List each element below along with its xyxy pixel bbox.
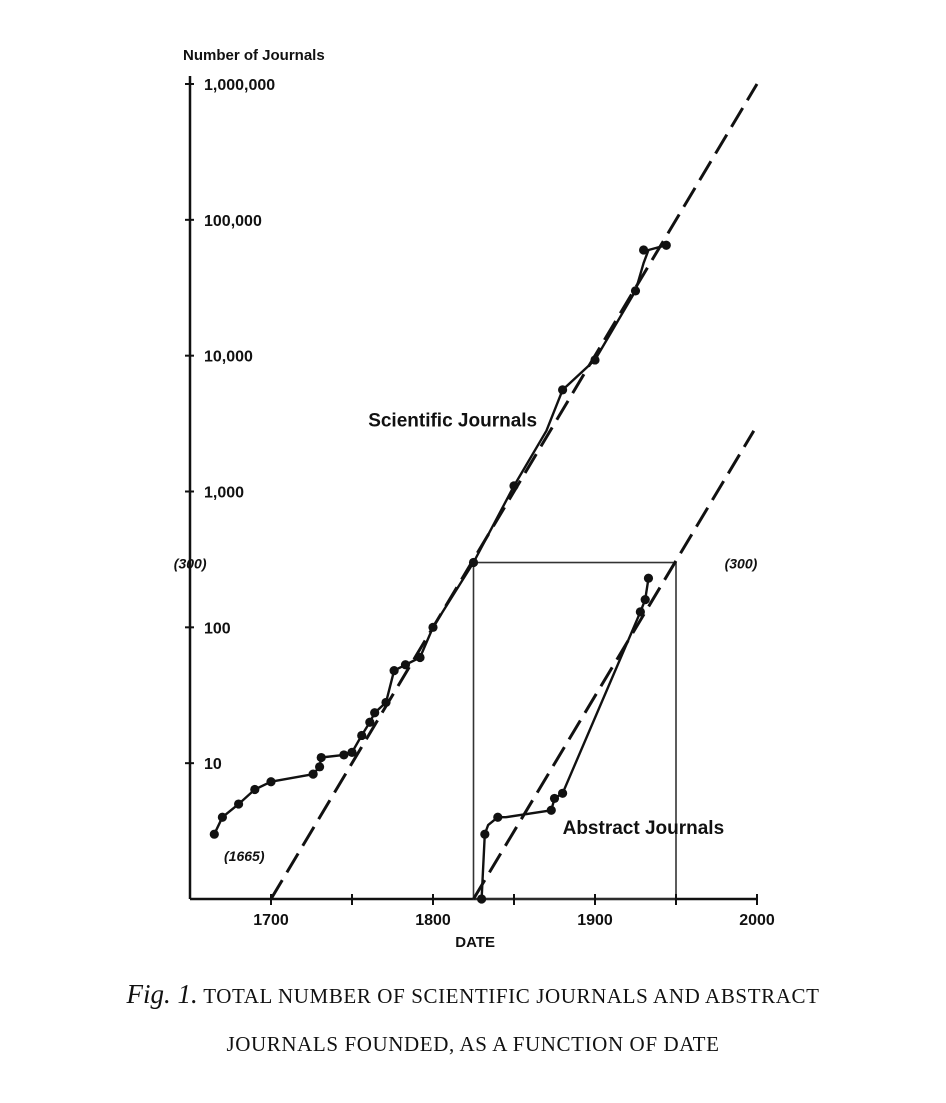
data-point (547, 806, 556, 815)
data-point (641, 595, 650, 604)
data-point (558, 789, 567, 798)
series-line-2 (482, 578, 649, 899)
data-point (339, 750, 348, 759)
x-tick-label: 1700 (253, 912, 289, 929)
data-point (365, 718, 374, 727)
x-tick-label: 1900 (577, 912, 613, 929)
data-point (315, 762, 324, 771)
x-axis-title: DATE (455, 934, 495, 951)
data-point (469, 558, 478, 567)
data-point (636, 607, 645, 616)
data-point (347, 748, 356, 757)
data-point (477, 894, 486, 903)
data-point (639, 245, 648, 254)
data-point (218, 813, 227, 822)
caption-text-1: TOTAL NUMBER OF SCIENTIFIC JOURNALS AND ABSTRACT (203, 984, 820, 1008)
series-line-0 (214, 245, 666, 834)
data-point (381, 698, 390, 707)
caption-line-2 (0, 1020, 946, 1068)
data-point (493, 813, 502, 822)
annotation-label: (300) (173, 555, 207, 572)
data-point (357, 731, 366, 740)
data-point (401, 660, 410, 669)
data-point (309, 770, 318, 779)
y-tick-label: 10,000 (204, 348, 253, 366)
data-point (415, 653, 424, 662)
x-tick-label: 1800 (415, 912, 451, 929)
data-point (590, 355, 599, 364)
trend-line-1 (271, 84, 757, 899)
x-tick-label: 2000 (739, 912, 775, 929)
y-tick-label: 10 (204, 756, 222, 774)
data-point (558, 385, 567, 394)
y-tick-label: 100 (204, 620, 231, 638)
data-point (390, 666, 399, 675)
data-point (317, 753, 326, 762)
y-tick-label: 100,000 (204, 212, 262, 230)
data-point (234, 799, 243, 808)
data-point (266, 777, 275, 786)
chart-labels (174, 47, 758, 951)
series-markers (210, 241, 671, 904)
data-point (631, 286, 640, 295)
caption-fig-label: Fig. 1. (126, 979, 198, 1009)
data-point (210, 830, 219, 839)
data-point (644, 574, 653, 583)
y-axis-title: Number of Journals (183, 47, 325, 64)
data-point (250, 785, 259, 794)
data-point (428, 623, 437, 632)
y-tick-label: 1,000,000 (204, 77, 276, 94)
data-point (550, 794, 559, 803)
axes (190, 76, 757, 899)
data-point (480, 830, 489, 839)
data-point (509, 481, 518, 490)
annotation-label: (1665) (224, 848, 265, 865)
annotation-label: Scientific Journals (368, 410, 538, 432)
caption-text-2: JOURNALS FOUNDED, AS A FUNCTION OF DATE (226, 1032, 720, 1056)
figure-caption (0, 970, 946, 1068)
annotation-label: (300) (724, 555, 758, 572)
annotation-label: Abstract Journals (562, 818, 725, 840)
caption-line-1 (0, 970, 946, 1020)
data-point (370, 708, 379, 717)
y-tick-label: 1,000 (204, 484, 245, 502)
data-point (662, 241, 671, 250)
